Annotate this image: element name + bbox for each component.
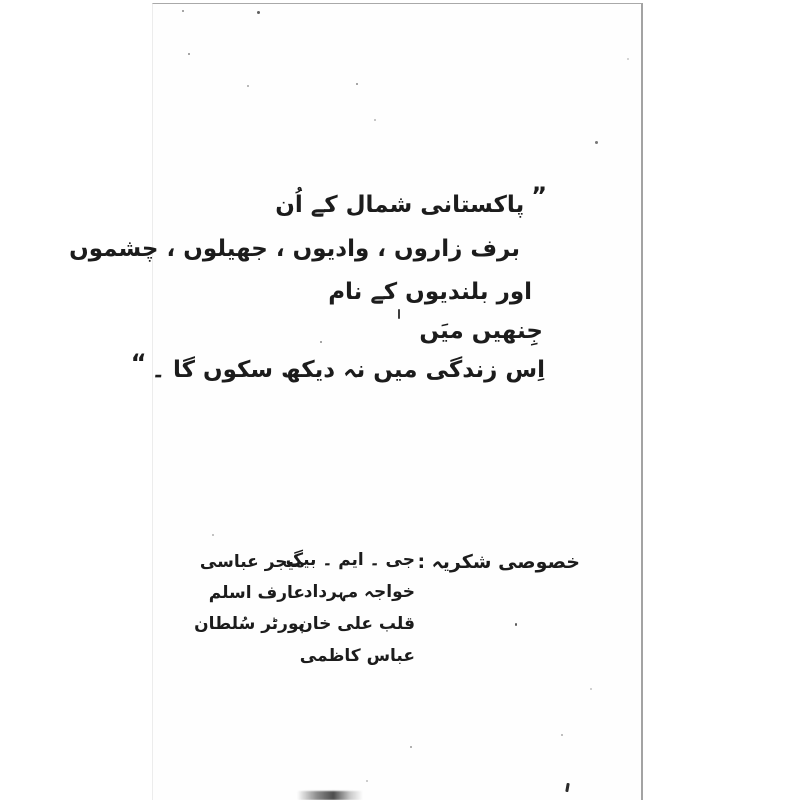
scan-speck bbox=[561, 734, 563, 736]
scan-speck bbox=[212, 534, 214, 536]
dedication-line-2-text: برف زاروں ، وادیوں ، جھیلوں ، چشموں bbox=[69, 236, 520, 262]
stray-mark-artifact bbox=[398, 309, 400, 319]
scan-speck bbox=[590, 688, 592, 690]
acknowledgement-primary-names bbox=[286, 544, 415, 672]
scan-speck bbox=[515, 623, 517, 626]
name-item: عارف اسلم bbox=[208, 583, 305, 603]
dedication-line-1-text: پاکستانی شمال کے اُن bbox=[275, 192, 525, 218]
bottom-smudge-artifact bbox=[297, 791, 363, 800]
scan-speck bbox=[320, 341, 322, 343]
scan-speck bbox=[366, 780, 368, 782]
scan-speck bbox=[182, 10, 184, 12]
scan-speck bbox=[627, 58, 629, 60]
dedication-line-4 bbox=[419, 317, 543, 347]
acknowledgement-label: خصوصی شکریہ : bbox=[417, 551, 580, 573]
name-item: جی ۔ ایم ۔ بیگ bbox=[285, 550, 415, 570]
dedication-line-5-text: اِس زندگی میں نہ دیکھ سکوں گا ۔ bbox=[151, 357, 545, 383]
page-sheet bbox=[152, 3, 643, 800]
name-item: خواجہ مہرداد bbox=[303, 582, 415, 602]
name-item: عباس کاظمی bbox=[299, 646, 415, 666]
dedication-line-5 bbox=[130, 349, 545, 386]
scan-speck bbox=[356, 83, 358, 85]
dedication-line-1 bbox=[275, 182, 547, 221]
scan-speck bbox=[374, 119, 376, 121]
dedication-line-4-text: جِنھیں میَں bbox=[419, 318, 543, 344]
name-item: قلب علی خان bbox=[298, 614, 415, 634]
dedication-line-3 bbox=[328, 278, 532, 308]
dedication-line-3-text: اور بلندیوں کے نام bbox=[328, 279, 532, 305]
scan-speck bbox=[410, 746, 412, 748]
name-item: پورٹر سُلطان bbox=[194, 614, 305, 634]
name-item: میجر عباسی bbox=[199, 552, 305, 572]
close-quote-mark: “ bbox=[130, 349, 147, 377]
acknowledgement-secondary-names bbox=[194, 547, 305, 640]
scan-speck bbox=[188, 53, 190, 55]
scan-speck bbox=[257, 11, 260, 14]
open-quote-mark: ” bbox=[531, 182, 547, 210]
dedication-line-2 bbox=[69, 235, 520, 265]
scan-speck bbox=[595, 141, 598, 144]
scan-speck bbox=[247, 85, 249, 87]
